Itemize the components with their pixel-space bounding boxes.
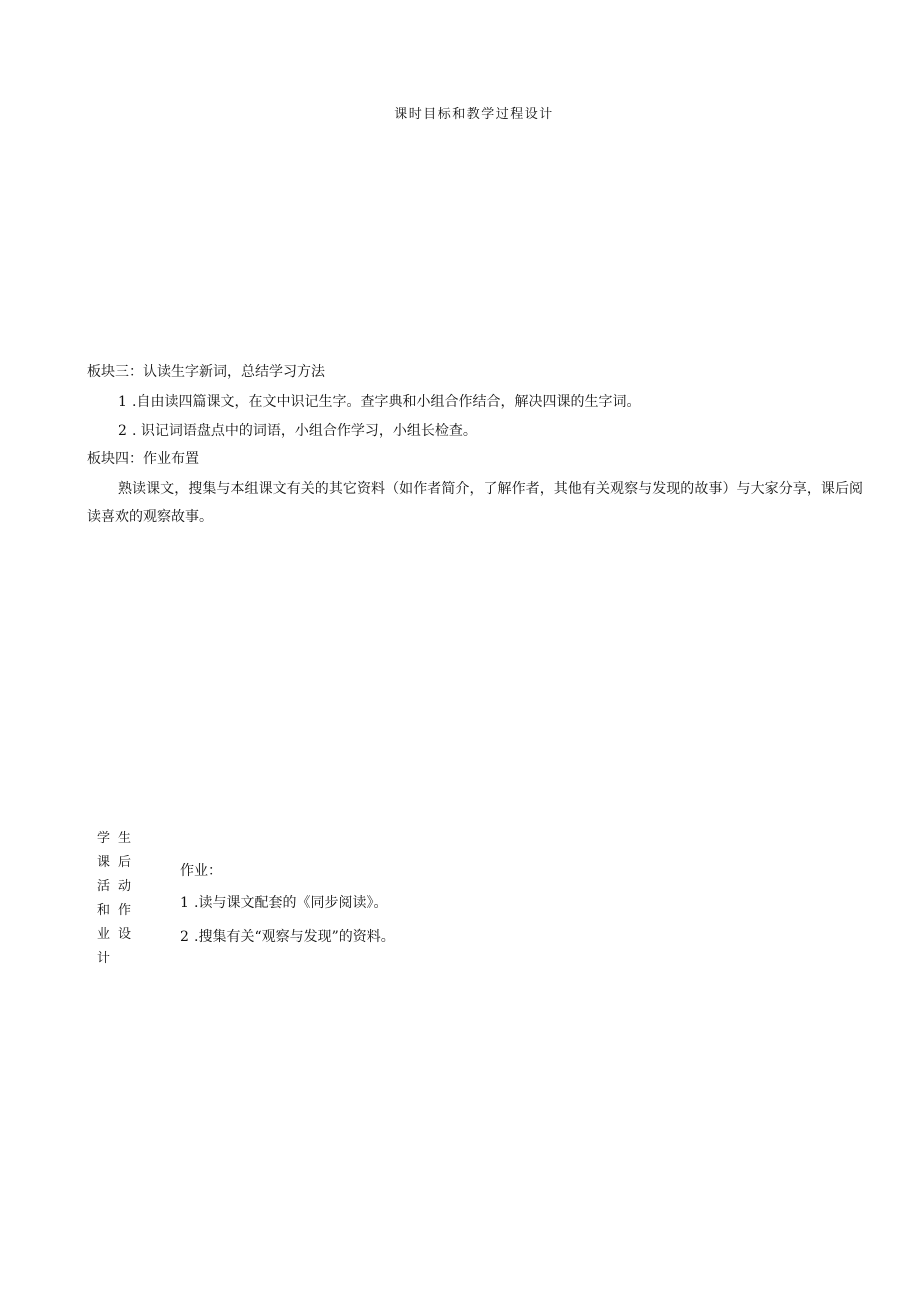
item-text: .自由读四篇课文，在文中识记生字。查字典和小组合作结合，解决四课的生字词。 (132, 394, 641, 410)
item-number: 2 (118, 423, 127, 439)
section-4-heading: 板块四：作业布置 (87, 451, 199, 467)
item-text: .搜集有关“观察与发现”的资料。 (194, 929, 395, 945)
item-number: 1 (118, 394, 127, 410)
label-line: 计 (97, 951, 119, 966)
section-3-heading: 板块三：认读生字新词，总结学习方法 (87, 364, 325, 380)
label-line: 活动 (97, 879, 140, 894)
homework-item-2 (180, 928, 395, 946)
page-title: 课时目标和教学过程设计 (394, 107, 554, 122)
item-number: 2 (180, 929, 189, 945)
label-line: 和作 (97, 903, 140, 918)
item-text: .读与课文配套的《同步阅读》。 (194, 895, 388, 911)
section-3-item-1 (118, 393, 640, 411)
section-4-paragraph: 熟读课文，搜集与本组课文有关的其它资料（如作者简介，了解作者，其他有关观察与发现的故事）与大家分享，课后阅读喜欢的观察故事。 (87, 481, 863, 525)
label-line: 课后 (97, 855, 140, 870)
homework-heading: 作业： (180, 863, 222, 879)
item-text: . 识记词语盘点中的词语，小组合作学习，小组长检查。 (132, 423, 477, 439)
homework-item-1 (180, 894, 387, 912)
item-number: 1 (180, 895, 189, 911)
section-3-item-2 (118, 422, 477, 440)
label-line: 学生 (97, 831, 140, 846)
label-line: 业设 (97, 927, 140, 942)
